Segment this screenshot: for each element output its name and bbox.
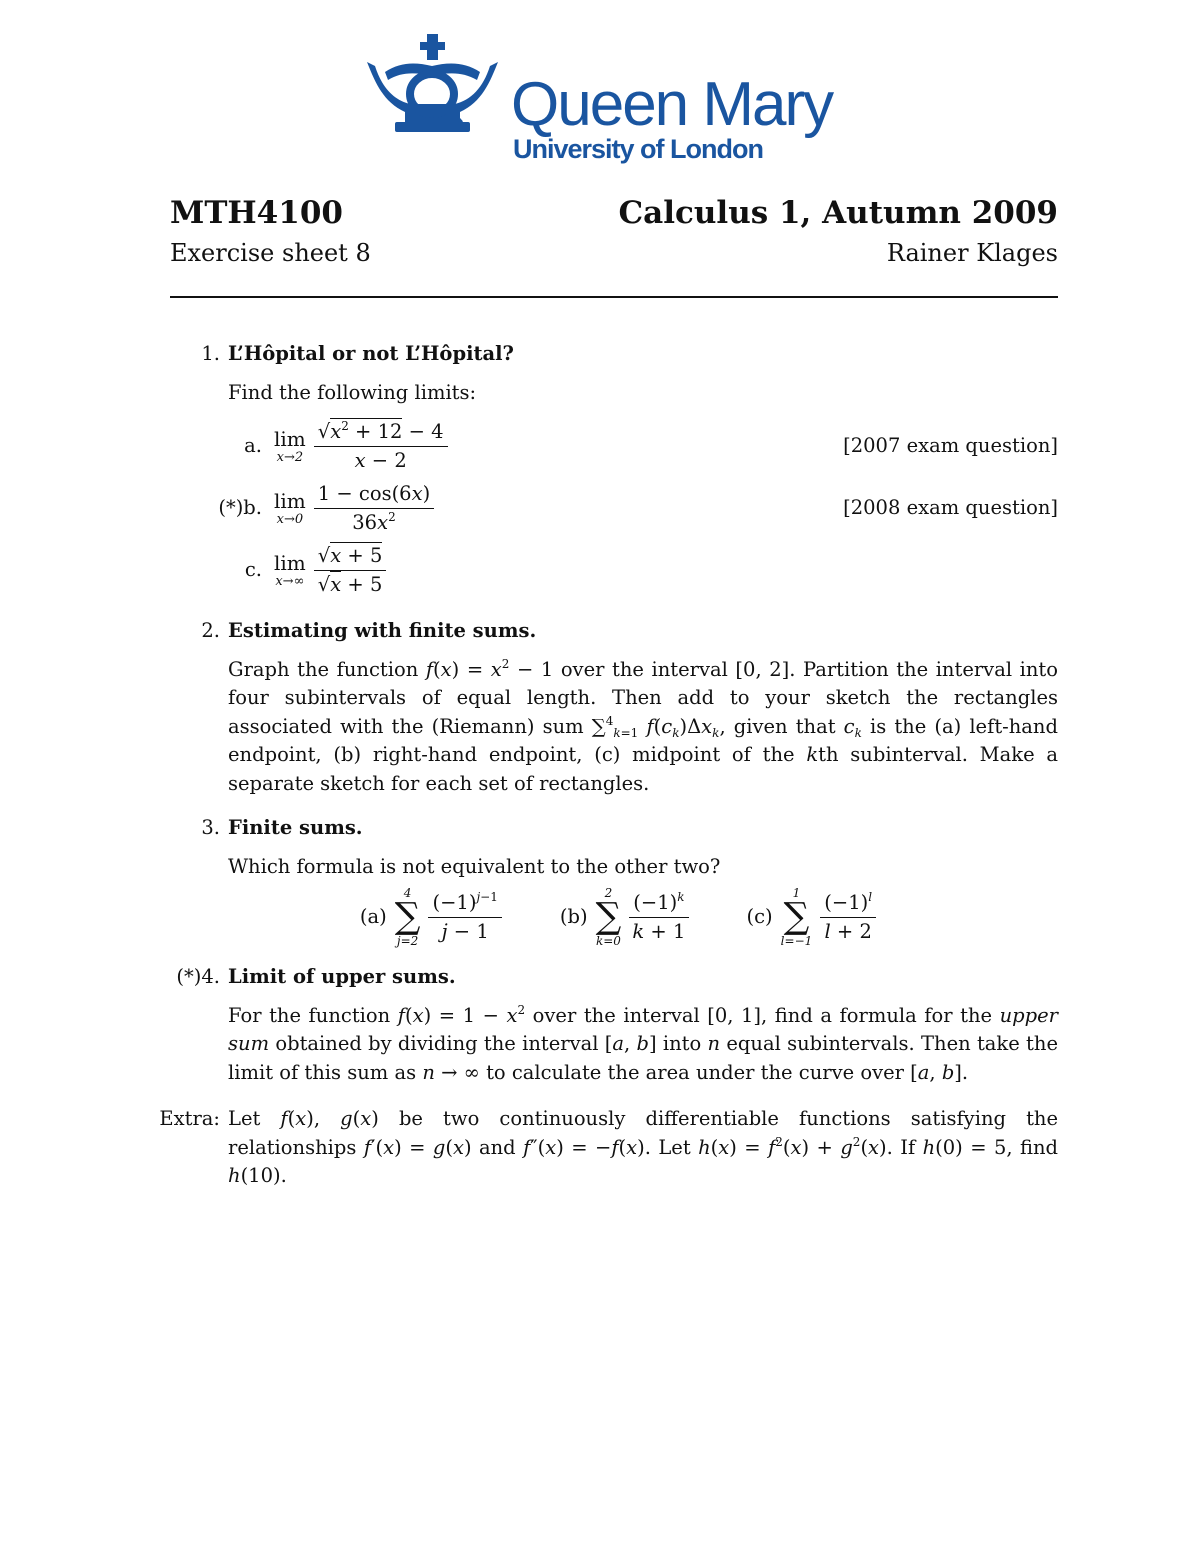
question-title: Finite sums. <box>228 816 363 839</box>
limit-fraction: $\frac{1 - \cos(6x)}{36x^2}$ <box>314 482 434 534</box>
extra-question <box>159 1105 1059 1191</box>
question-3 <box>201 814 1058 948</box>
question-number: (*)4. <box>176 965 220 988</box>
question-body: Graph the function $f(x) = x^2 - 1$ over the interval [0, 2]. Partition the interval into four subintervals of equal length. Then add to your sketch the rectangles associated with the (Riemann) sum ∑$^4_{k=1}$ $f(c_k)\Delta x_k$, given that $c_k$ is the (a) left-hand endpoint, (b) right-hand endpoint, (c) midpoint of the kth subinterval. Make a separate sketch for each set of rectangles. <box>228 656 1058 795</box>
limit-list <box>218 415 1058 601</box>
question-title: L’Hôpital or not L’Hôpital? <box>228 342 514 365</box>
limit-label: c. <box>244 557 262 581</box>
header-line-1 <box>170 195 1058 231</box>
question-title: Limit of upper sums. <box>228 965 456 988</box>
extra-label: Extra: <box>159 1107 220 1130</box>
header-line-2 <box>170 239 1058 267</box>
course-title: Calculus 1, Autumn 2009 <box>618 195 1058 231</box>
extra-body: Let f(x), g(x) be two continuously differentiable functions satisfying the relationships f′(x) = g(x) and f″(x) = −f(x). Let $h(x) = f^2(x) + g^2(x)$. If h(0) = 5, find h(10). <box>228 1107 1059 1187</box>
option-label: (b) <box>559 904 588 928</box>
question-intro: Which formula is not equivalent to the other two? <box>228 854 721 878</box>
question-number: 1. <box>201 342 220 365</box>
lim-operator: lim x→∞ <box>274 550 306 589</box>
exam-tag: [2008 exam question] <box>843 495 1058 519</box>
option-label: (c) <box>746 904 773 928</box>
limit-b <box>218 477 1058 539</box>
question-title: Estimating with finite sums. <box>228 619 537 642</box>
logo-wordmark: Queen Mary <box>511 70 833 139</box>
lim-operator: lim x→2 <box>274 426 306 465</box>
header-divider <box>170 296 1058 298</box>
limit-fraction: $\frac{√x + 5}{√x + 5}$ <box>314 544 387 596</box>
lim-operator: lim x→0 <box>274 488 306 527</box>
university-logo <box>365 32 865 167</box>
sheet-title: Exercise sheet 8 <box>170 239 371 267</box>
sum-b: (b) 2 ∑ k=0 $\frac{(-1)^k}{k + 1}$ <box>560 887 689 947</box>
sum-a: (a) 4 ∑ j=2 $\frac{(-1)^{j-1}}{j - 1}$ <box>360 887 502 947</box>
limit-fraction: $\frac{√x^2 + 12 - 4}{x - 2}$ <box>314 420 448 472</box>
exam-tag: [2007 exam question] <box>843 433 1058 457</box>
crown-crest-icon <box>365 32 500 137</box>
limit-a <box>228 415 1058 477</box>
author: Rainer Klages <box>886 239 1058 267</box>
exercise-list <box>159 340 1059 1191</box>
limit-c <box>228 539 1058 601</box>
question-body: For the function $f(x) = 1 - x^2$ over the interval [0, 1], find a formula for the upper sum obtained by dividing the interval [a, b] into n equal subintervals. Then take the limit of this sum as n → ∞ to calculate the area under the curve over [a, b]. <box>228 1002 1058 1084</box>
logo-subtitle: University of London <box>513 134 763 164</box>
question-number: 3. <box>201 816 220 839</box>
sum-c: (c) 1 ∑ l=−1 $\frac{(-1)^l}{l + 2}$ <box>747 887 877 947</box>
question-intro: Find the following limits: <box>228 380 477 404</box>
course-code: MTH4100 <box>170 195 343 231</box>
question-2 <box>201 617 1058 798</box>
limit-label: a. <box>244 433 262 457</box>
question-number: 2. <box>201 619 220 642</box>
question-1 <box>201 340 1058 601</box>
option-label: (a) <box>359 904 387 928</box>
sum-options <box>178 887 1058 947</box>
limit-label: (*)b. <box>218 495 262 519</box>
question-4 <box>176 963 1058 1087</box>
